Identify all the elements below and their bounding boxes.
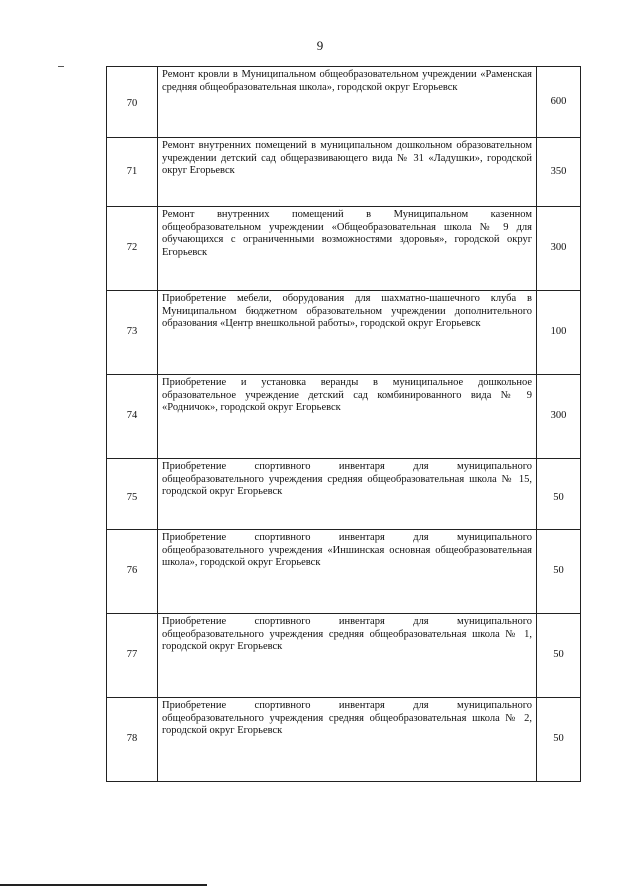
row-number-cell — [107, 67, 158, 138]
row-number: 76 — [126, 565, 138, 577]
row-number-cell — [107, 138, 158, 207]
row-amount: 600 — [550, 95, 567, 107]
amount-cell — [537, 614, 581, 698]
row-description: Приобретение и установка веранды в муниципальное дошкольное образовательное учреждение детский сад комбинированного вида № 9 «Родничок», городской округ Егорьевск — [162, 377, 532, 414]
table-row — [107, 138, 581, 207]
row-amount: 50 — [553, 565, 564, 577]
row-amount: 50 — [553, 649, 564, 661]
row-number: 78 — [126, 733, 138, 745]
table-row — [107, 67, 581, 138]
row-number: 70 — [126, 97, 138, 109]
row-number: 77 — [126, 649, 138, 661]
table-row — [107, 207, 581, 291]
amount-cell — [537, 207, 581, 291]
margin-mark — [58, 66, 64, 67]
row-description: Приобретение спортивного инвентаря для муниципального общеобразовательного учреждения средняя общеобразовательная школа № 15, городской округ Егорьевск — [162, 461, 532, 498]
row-amount: 350 — [550, 165, 567, 177]
description-cell — [158, 530, 537, 614]
row-number: 74 — [126, 410, 138, 422]
amount-cell — [537, 375, 581, 459]
row-amount: 50 — [553, 491, 564, 503]
description-cell — [158, 207, 537, 291]
amount-cell — [537, 459, 581, 530]
row-number-cell — [107, 291, 158, 375]
description-cell — [158, 614, 537, 698]
table-row — [107, 698, 581, 782]
description-cell — [158, 138, 537, 207]
row-number-cell — [107, 530, 158, 614]
page-number: 9 — [316, 38, 324, 53]
amount-cell — [537, 138, 581, 207]
description-cell — [158, 375, 537, 459]
row-description: Ремонт кровли в Муниципальном общеобразовательном учреждении «Раменская средняя общеобразовательная школа», городской округ Егорьевск — [162, 69, 532, 93]
footer-rule — [0, 884, 207, 886]
row-amount: 300 — [550, 410, 567, 422]
row-number: 72 — [126, 242, 138, 254]
row-number-cell — [107, 207, 158, 291]
amount-cell — [537, 67, 581, 138]
table-row — [107, 530, 581, 614]
row-amount: 300 — [550, 242, 567, 254]
amount-cell — [537, 291, 581, 375]
amount-cell — [537, 530, 581, 614]
row-description: Ремонт внутренних помещений в муниципальном дошкольном образовательном учреждении детский сад общеразвивающего вида № 31 «Ладушки», городской округ Егорьевск — [162, 140, 532, 177]
row-number: 71 — [126, 165, 138, 177]
description-cell — [158, 67, 537, 138]
row-description: Приобретение спортивного инвентаря для муниципального общеобразовательного учреждения «Иншинская основная общеобразовательная школа», городской округ Егорьевск — [162, 532, 532, 569]
row-number-cell — [107, 614, 158, 698]
amount-cell — [537, 698, 581, 782]
row-description: Приобретение мебели, оборудования для шахматно-шашечного клуба в Муниципальном бюджетном образовательном учреждении дополнительного образования «Центр внешкольной работы», городской округ Егорьевск — [162, 293, 532, 330]
row-description: Ремонт внутренних помещений в Муниципальном казенном общеобразовательном учреждении «Общеобразовательная школа № 9 для обучающихся с ограниченными возможностями здоровья», городской округ Егорьевск — [162, 209, 532, 258]
description-cell — [158, 291, 537, 375]
row-description: Приобретение спортивного инвентаря для муниципального общеобразовательного учреждения средняя общеобразовательная школа № 1, городской округ Егорьевск — [162, 616, 532, 653]
row-number: 75 — [126, 491, 138, 503]
items-table — [106, 66, 581, 782]
row-number-cell — [107, 698, 158, 782]
description-cell — [158, 459, 537, 530]
table-row — [107, 459, 581, 530]
row-number: 73 — [126, 326, 138, 338]
row-amount: 100 — [550, 326, 567, 338]
description-cell — [158, 698, 537, 782]
row-amount: 50 — [553, 733, 564, 745]
row-number-cell — [107, 459, 158, 530]
row-number-cell — [107, 375, 158, 459]
table-row — [107, 614, 581, 698]
table-row — [107, 375, 581, 459]
row-description: Приобретение спортивного инвентаря для муниципального общеобразовательного учреждения средняя общеобразовательная школа № 2, городской округ Егорьевск — [162, 700, 532, 737]
table-row — [107, 291, 581, 375]
